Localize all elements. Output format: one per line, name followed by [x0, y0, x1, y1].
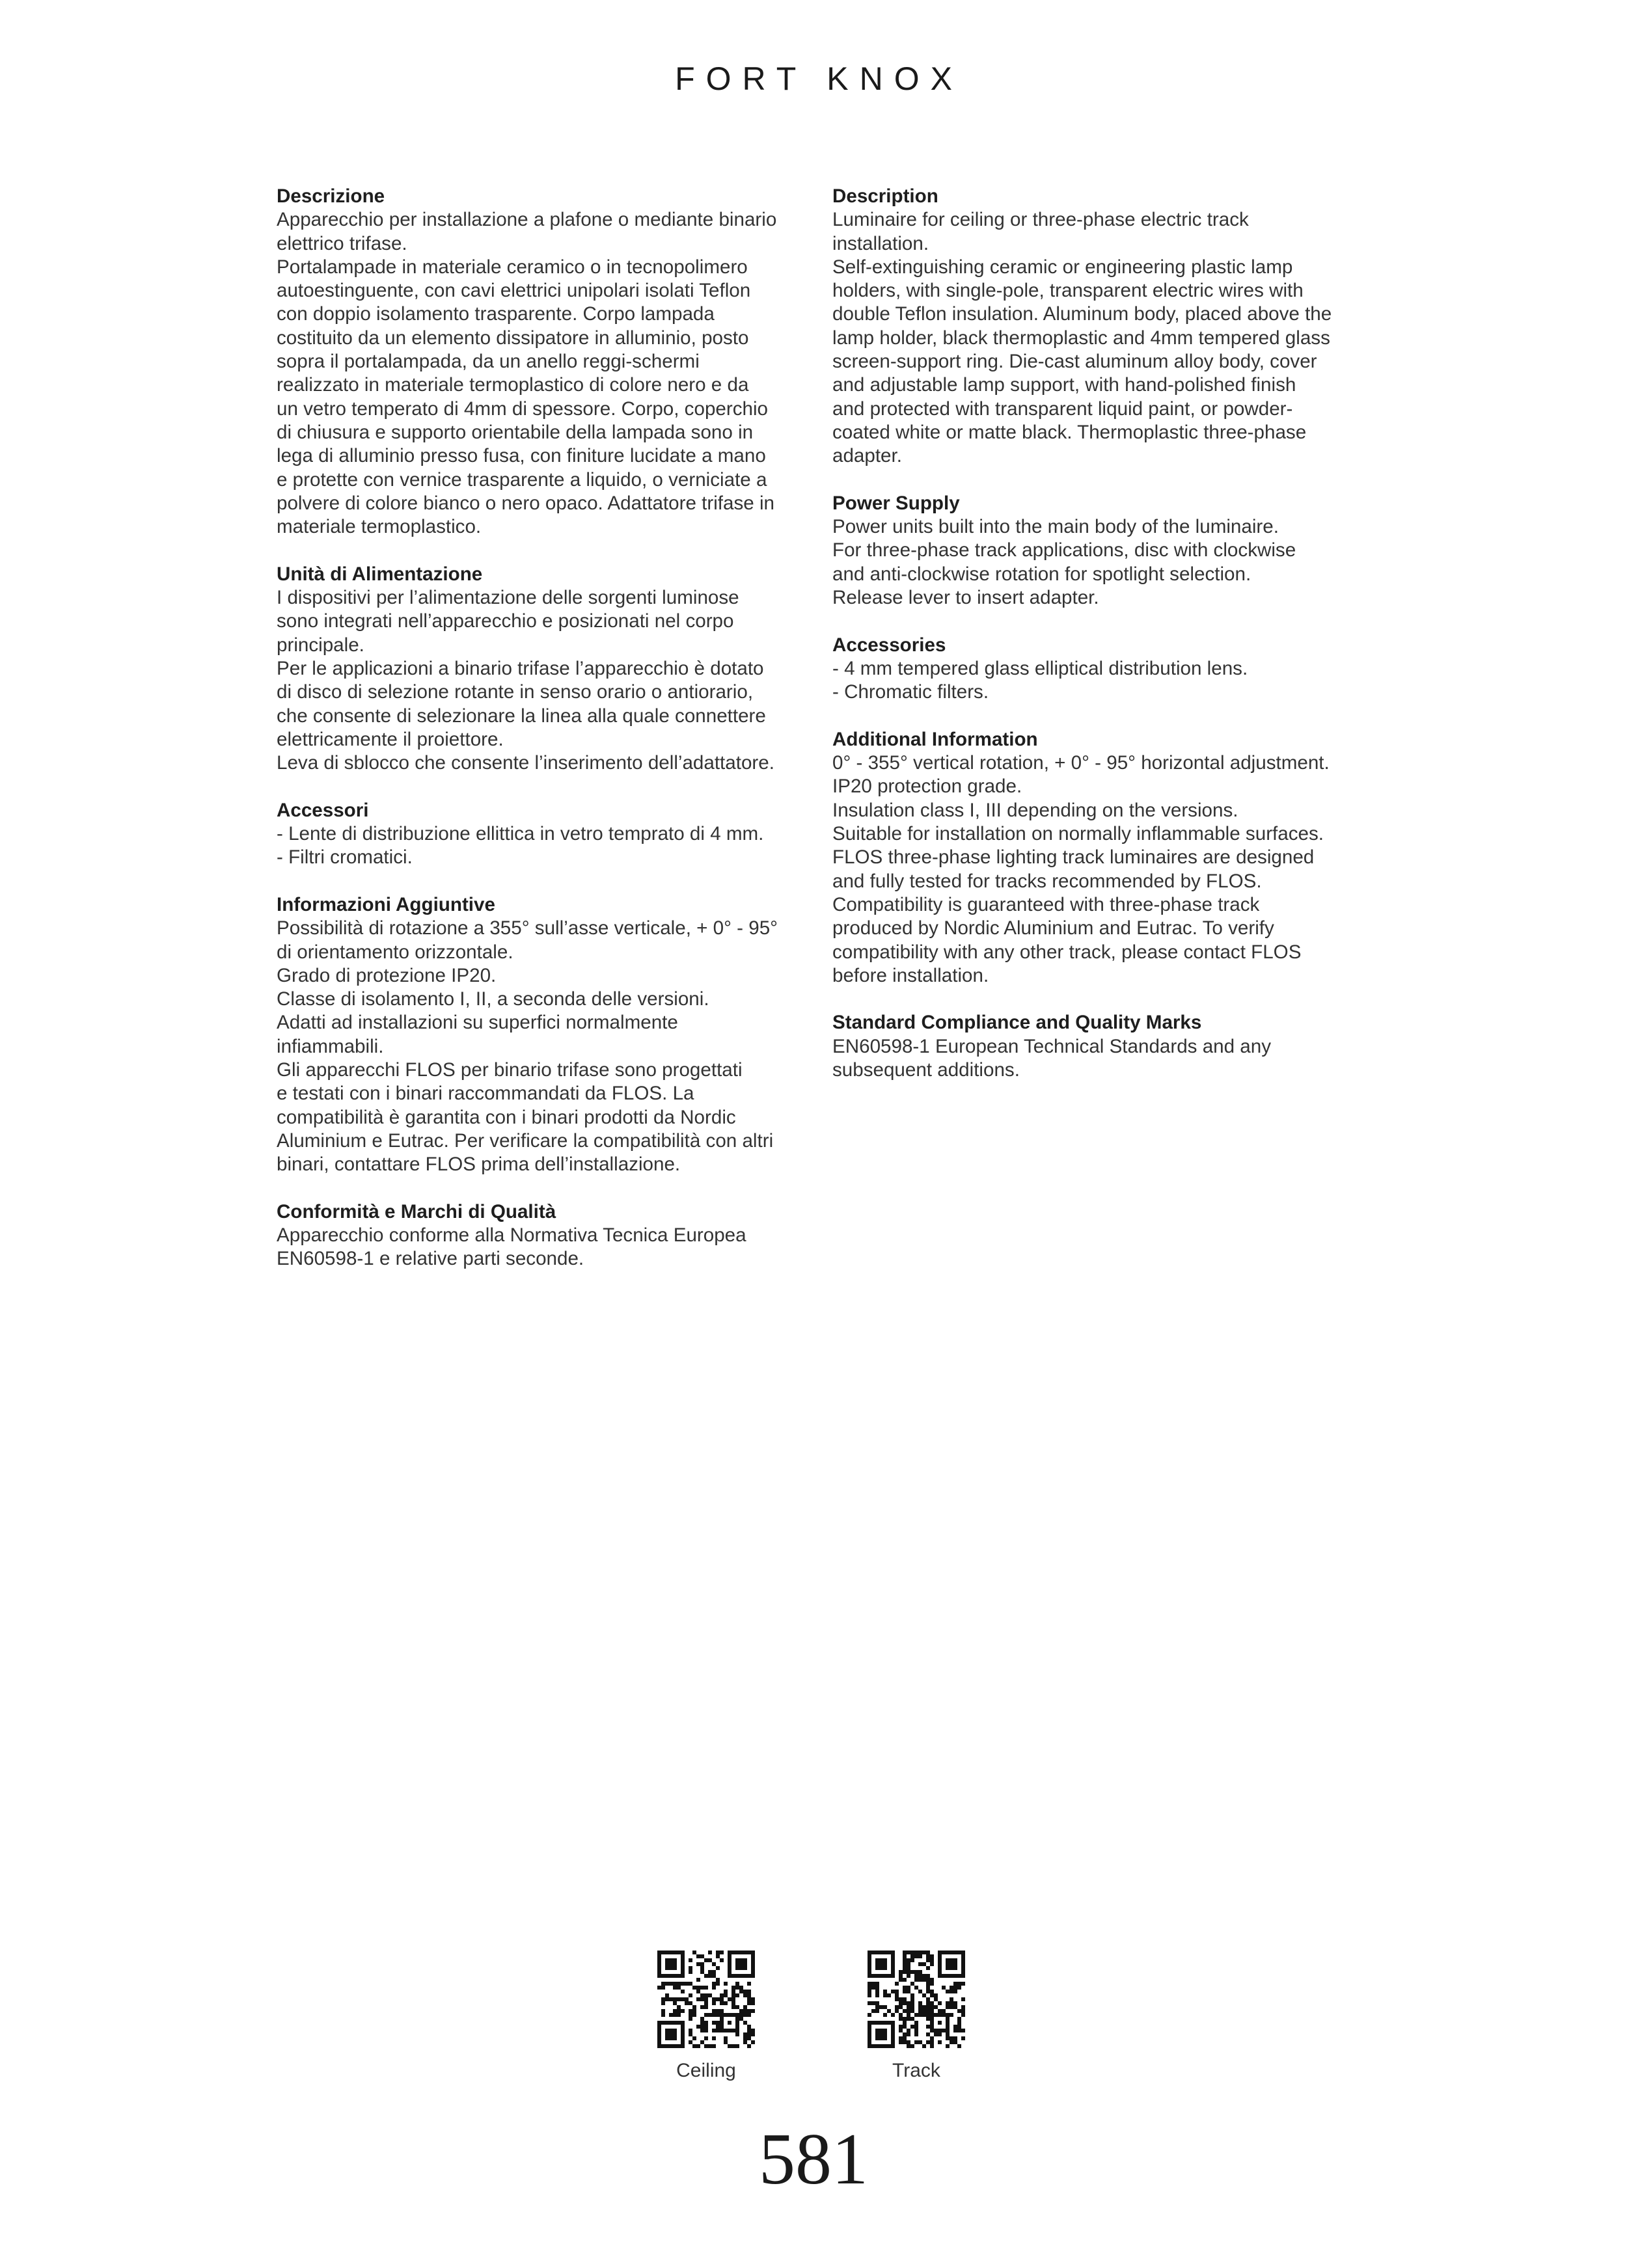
body-text-line: Power units built into the main body of the luminaire.	[832, 516, 1279, 538]
section-heading: Standard Compliance and Quality Marks	[832, 1012, 1202, 1034]
body-text-line: sono integrati nell’apparecchio e posizionati nel corpo	[277, 610, 734, 632]
body-text-line: Gli apparecchi FLOS per binario trifase sono progettati	[277, 1059, 743, 1081]
qr-ceiling-label: Ceiling	[676, 2060, 736, 2081]
section-accessori	[277, 799, 797, 870]
section-heading: Accessori	[277, 799, 369, 821]
body-text-line: binari, contattare FLOS prima dell’installazione.	[277, 1154, 681, 1176]
body-text-line: coated white or matte black. Thermoplastic three-phase	[832, 421, 1307, 443]
body-text-line: Grado di protezione IP20.	[277, 964, 497, 986]
section-heading: Descrizione	[277, 185, 385, 207]
section-heading: Power Supply	[832, 492, 960, 514]
body-text-line: FLOS three-phase lighting track luminaires are designed	[832, 846, 1315, 869]
body-text-line: un vetro temperato di 4mm di spessore. Corpo, coperchio	[277, 398, 769, 420]
body-text-line: - Lente di distribuzione ellittica in vetro temprato di 4 mm.	[277, 823, 764, 845]
qr-code-ceiling-icon[interactable]	[657, 1951, 755, 2048]
qr-track[interactable]	[864, 1951, 968, 2082]
body-text-line: e testati con i binari raccommandati da FLOS. La	[277, 1083, 694, 1105]
body-text-line: compatibility with any other track, please contact FLOS	[832, 941, 1302, 963]
body-text-line: and adjustable lamp support, with hand-polished finish	[832, 374, 1296, 396]
body-text-line: Aluminium e Eutrac. Per verificare la compatibilità con altri	[277, 1129, 774, 1152]
body-text-line: di chiusura e supporto orientabile della lampada sono in	[277, 421, 754, 443]
body-text-line: and fully tested for tracks recommended by FLOS.	[832, 870, 1262, 892]
page-title: FORT KNOX	[675, 61, 963, 97]
body-text-line: di orientamento orizzontale.	[277, 941, 513, 963]
body-text-line: Luminaire for ceiling or three-phase electric track	[832, 209, 1249, 231]
body-text-line: Leva di sblocco che consente l’inserimento dell’adattatore.	[277, 752, 774, 774]
body-text-line: Insulation class I, III depending on the versions.	[832, 799, 1238, 821]
body-text-line: costituito da un elemento dissipatore in alluminio, posto	[277, 327, 749, 349]
body-text-line: and anti-clockwise rotation for spotlight selection.	[832, 563, 1251, 585]
section-power-supply	[832, 492, 1353, 610]
section-heading: Additional Information	[832, 728, 1038, 750]
section-heading: Description	[832, 185, 938, 207]
body-text-line: compatibilità è garantita con i binari prodotti da Nordic	[277, 1106, 736, 1128]
body-text-line: Possibilità di rotazione a 355° sull’asse verticale, + 0° - 95°	[277, 917, 778, 939]
italian-column	[277, 185, 797, 1295]
body-text-line: sopra il portalampada, da un anello reggi-schermi	[277, 351, 700, 373]
body-text-line: double Teflon insulation. Aluminum body, placed above the	[832, 303, 1332, 325]
body-text-line: lega di alluminio presso fusa, con finiture lucidate a mano	[277, 445, 766, 467]
page-number: 581	[759, 2119, 868, 2200]
body-text-line: installation.	[832, 232, 929, 254]
section-heading: Unità di Alimentazione	[277, 563, 483, 585]
body-text-line: produced by Nordic Aluminium and Eutrac. To verify	[832, 917, 1274, 939]
section-heading: Accessories	[832, 634, 946, 656]
body-text-line: e protette con vernice trasparente a liquido, o verniciate a	[277, 468, 767, 491]
body-text-line: EN60598-1 e relative parti seconde.	[277, 1248, 584, 1270]
body-text-line: principale.	[277, 634, 364, 656]
body-text-line: before installation.	[832, 964, 989, 986]
body-text-line: lamp holder, black thermoplastic and 4mm tempered glass	[832, 327, 1330, 349]
body-text-line: elettrico trifase.	[277, 232, 407, 254]
section-compliance	[832, 1011, 1353, 1082]
section-informazioni-aggiuntive	[277, 893, 797, 1177]
body-text-line: polvere di colore bianco o nero opaco. Adattatore trifase in	[277, 492, 774, 514]
body-text-line: IP20 protection grade.	[832, 776, 1022, 798]
body-text-line: Adatti ad installazioni su superfici normalmente	[277, 1012, 678, 1034]
body-text-line: I dispositivi per l’alimentazione delle sorgenti luminose	[277, 587, 739, 609]
body-text-line: Portalampade in materiale ceramico o in tecnopolimero	[277, 256, 748, 278]
body-text-line: EN60598-1 European Technical Standards and any	[832, 1035, 1272, 1057]
body-text-line: di disco di selezione rotante in senso orario o antiorario,	[277, 681, 754, 703]
body-text-line: 0° - 355° vertical rotation, + 0° - 95° horizontal adjustment.	[832, 752, 1330, 774]
body-text-line: elettricamente il proiettore.	[277, 728, 504, 750]
body-text-line: infiammabili.	[277, 1035, 384, 1057]
body-text-line: Classe di isolamento I, II, a seconda delle versioni.	[277, 988, 709, 1010]
qr-track-label: Track	[892, 2060, 940, 2081]
body-text-line: For three-phase track applications, disc with clockwise	[832, 539, 1296, 561]
section-descrizione	[277, 185, 797, 539]
section-heading: Conformità e Marchi di Qualità	[277, 1200, 556, 1222]
body-text-line: autoestinguente, con cavi elettrici unipolari isolati Teflon	[277, 280, 751, 302]
section-accessories	[832, 634, 1353, 705]
body-text-line: - Chromatic filters.	[832, 681, 989, 703]
body-text-line: subsequent additions.	[832, 1059, 1020, 1081]
body-text-line: Release lever to insert adapter.	[832, 587, 1099, 609]
body-text-line: - Filtri cromatici.	[277, 846, 413, 869]
body-text-line: Apparecchio per installazione a plafone o mediante binario	[277, 209, 777, 231]
body-text-line: realizzato in materiale termoplastico di colore nero e da	[277, 374, 749, 396]
qr-ceiling[interactable]	[654, 1951, 758, 2082]
body-text-line: Suitable for installation on normally inflammable surfaces.	[832, 823, 1324, 845]
body-text-line: Apparecchio conforme alla Normativa Tecnica Europea	[277, 1224, 746, 1247]
body-text-line: Per le applicazioni a binario trifase l’apparecchio è dotato	[277, 657, 764, 679]
body-text-line: con doppio isolamento trasparente. Corpo lampada	[277, 303, 715, 325]
section-additional-information	[832, 728, 1353, 988]
body-text-line: Self-extinguishing ceramic or engineering plastic lamp	[832, 256, 1293, 278]
body-text-line: screen-support ring. Die-cast aluminum alloy body, cover	[832, 351, 1317, 373]
section-conformita	[277, 1200, 797, 1271]
body-text-line: and protected with transparent liquid paint, or powder-	[832, 398, 1293, 420]
qr-code-track-icon[interactable]	[868, 1951, 965, 2048]
body-text-line: holders, with single-pole, transparent electric wires with	[832, 280, 1304, 302]
section-unita-di-alimentazione	[277, 563, 797, 776]
body-text-line: materiale termoplastico.	[277, 516, 482, 538]
body-text-line: - 4 mm tempered glass elliptical distribution lens.	[832, 657, 1248, 679]
body-text-line: adapter.	[832, 445, 902, 467]
section-heading: Informazioni Aggiuntive	[277, 893, 495, 915]
body-text-line: che consente di selezionare la linea alla quale connettere	[277, 705, 766, 727]
english-column	[832, 185, 1353, 1106]
section-description	[832, 185, 1353, 468]
body-text-line: Compatibility is guaranteed with three-phase track	[832, 893, 1260, 915]
